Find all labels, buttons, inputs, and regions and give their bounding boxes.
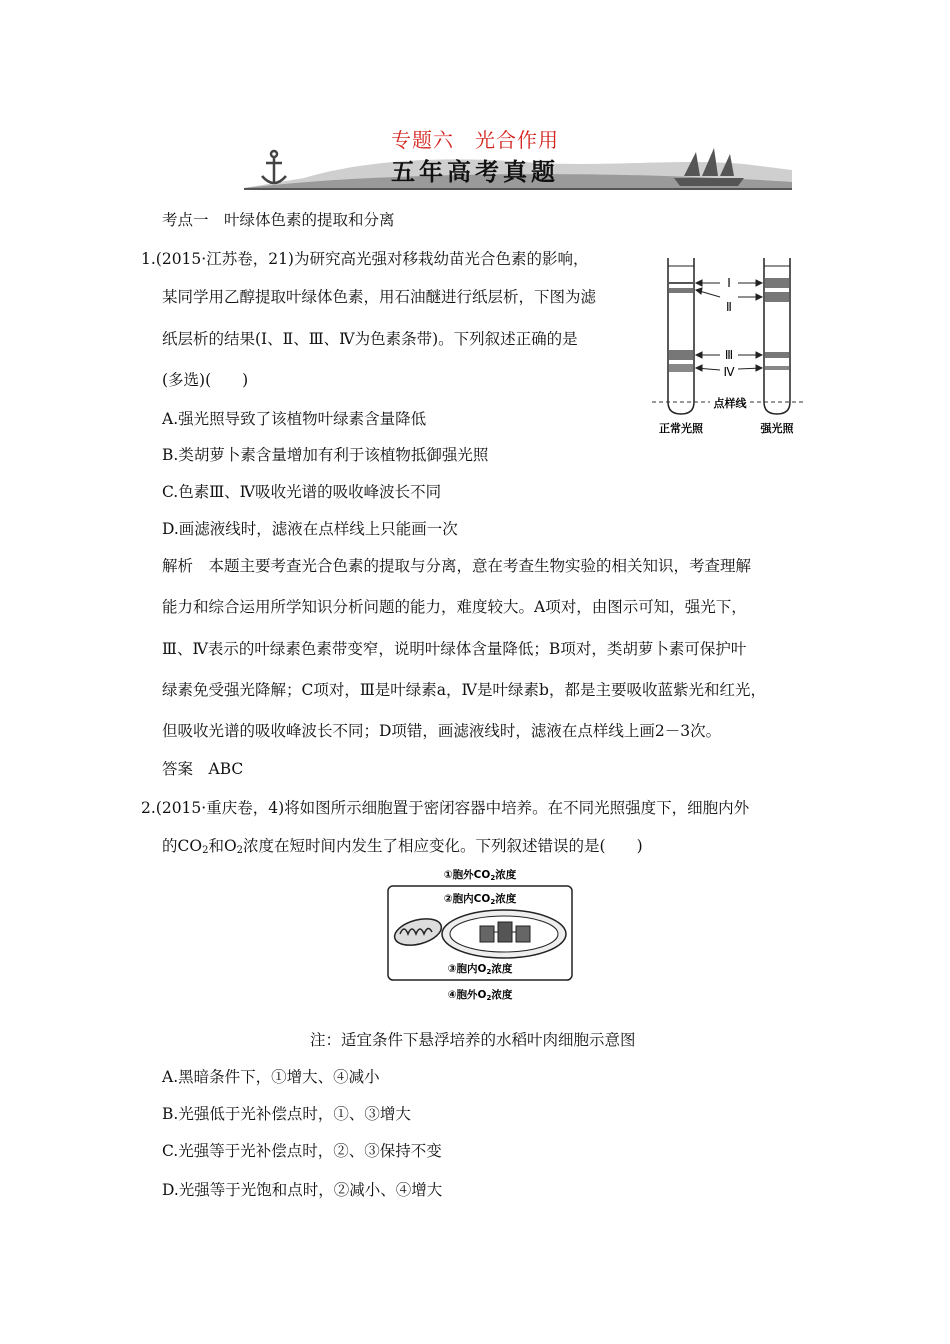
q1-stem-line: (多选)( ) — [162, 371, 249, 389]
q1-option-c: C.色素Ⅲ、Ⅳ吸收光谱的吸收峰波长不同 — [162, 483, 442, 501]
label-outer-co2: ①胞外CO2浓度 — [443, 869, 517, 882]
q1-analysis-line: 能力和综合运用所学知识分析问题的能力，难度较大。A项对，由图示可知，强光下， — [162, 598, 747, 616]
q2-option-d: D.光强等于光饱和点时，②减小、④增大 — [162, 1181, 443, 1199]
q2-option-b: B.光强低于光补偿点时，①、③增大 — [162, 1105, 411, 1123]
label-outer-o2: ④胞外O2浓度 — [447, 989, 513, 1002]
q1-analysis-line: Ⅲ、Ⅳ表示的叶绿素色素带变窄，说明叶绿体含量降低；B项对，类胡萝卜素可保护叶 — [162, 640, 747, 658]
label-inner-co2: ②胞内CO2浓度 — [443, 893, 517, 906]
cell-figure — [384, 866, 576, 1006]
baseline-label: 点样线 — [713, 397, 747, 410]
chromatography-figure — [628, 252, 818, 442]
q1-analysis-line: 解析 本题主要考查光合色素的提取与分离，意在考查生物实验的相关知识，考查理解 — [162, 557, 752, 575]
band-label: Ⅰ — [727, 276, 731, 290]
label-inner-o2: ③胞内O2浓度 — [447, 963, 513, 976]
q1-option-a: A.强光照导致了该植物叶绿素含量降低 — [162, 410, 427, 428]
q2-stem-line: 2.(2015·重庆卷，4)将如图所示细胞置于密闭容器中培养。在不同光照强度下，细胞内外 — [141, 799, 750, 817]
band-label: Ⅲ — [724, 348, 734, 362]
q1-option-d: D.画滤液线时，滤液在点样线上只能画一次 — [162, 520, 458, 538]
q1-analysis-line: 但吸收光谱的吸收峰波长不同；D项错，画滤液线时，滤液在点样线上画2－3次。 — [162, 722, 722, 740]
q1-stem-line: 1.(2015·江苏卷，21)为研究高光强对移栽幼苗光合色素的影响， — [141, 250, 589, 268]
chloroplast-icon — [442, 910, 566, 958]
band-label: Ⅱ — [726, 300, 732, 314]
q1-answer: 答案 ABC — [162, 760, 244, 778]
q1-stem-line: 某同学用乙醇提取叶绿体色素，用石油醚进行纸层析，下图为滤 — [162, 288, 597, 306]
q2-figure-note: 注：适宜条件下悬浮培养的水稻叶肉细胞示意图 — [310, 1031, 636, 1049]
q2-option-a: A.黑暗条件下，①增大、④减小 — [162, 1068, 380, 1086]
band-label: Ⅳ — [723, 365, 735, 379]
page-subtitle: 五年高考真题 — [391, 158, 559, 186]
left-caption: 正常光照 — [659, 422, 703, 435]
q1-stem-line: 纸层析的结果(Ⅰ、Ⅱ、Ⅲ、Ⅳ为色素条带)。下列叙述正确的是 — [162, 330, 578, 348]
q2-stem-line: 的$CO_2$和$O_2$浓度在短时间内发生了相应变化。下列叙述错误的是( ) — [162, 837, 643, 856]
right-caption: 强光照 — [760, 422, 794, 435]
q1-option-b: B.类胡萝卜素含量增加有利于该植物抵御强光照 — [162, 446, 489, 464]
q2-option-c: C.光强等于光补偿点时，②、③保持不变 — [162, 1142, 442, 1160]
section-heading: 考点一 叶绿体色素的提取和分离 — [162, 211, 395, 229]
page-title: 专题六 光合作用 — [391, 128, 559, 152]
q1-analysis-line: 绿素免受强光降解；C项对，Ⅲ是叶绿素a，Ⅳ是叶绿素b，都是主要吸收蓝紫光和红光， — [162, 681, 766, 699]
